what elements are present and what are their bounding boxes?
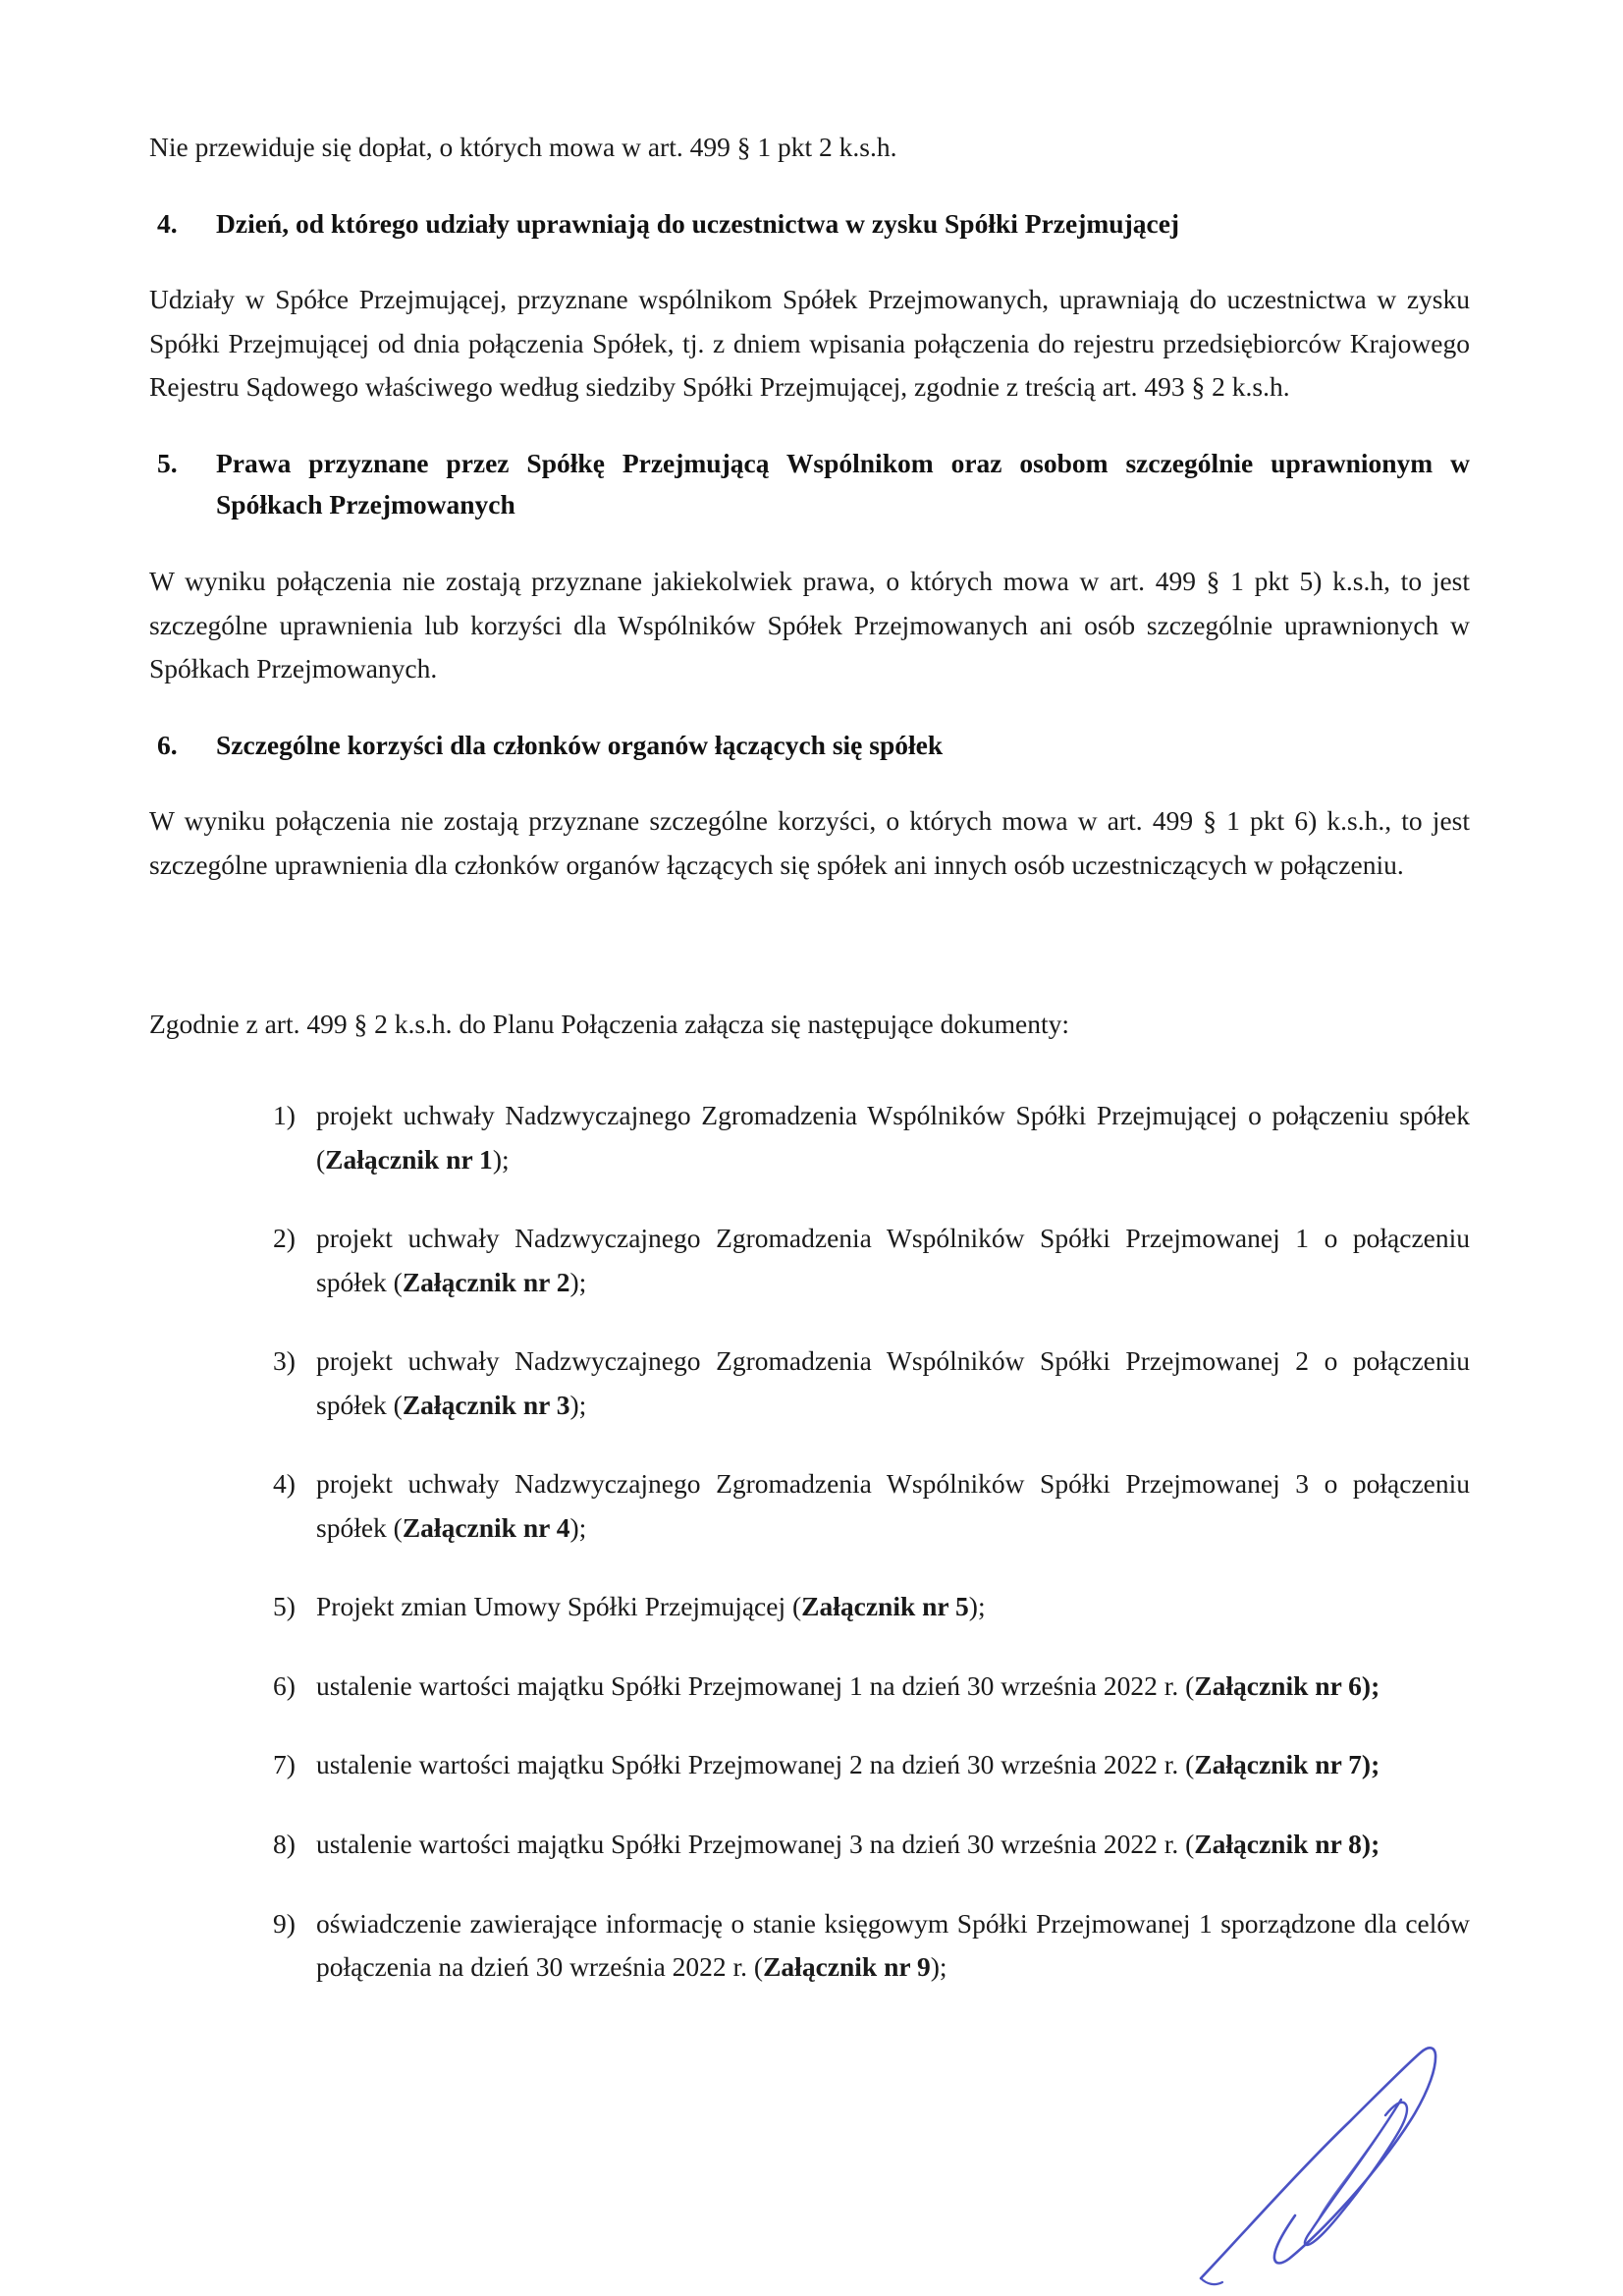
attachment-reference-label: Załącznik nr 7); xyxy=(1194,1749,1380,1780)
section-body-6: W wyniku połączenia nie zostają przyznane szczególne korzyści, o których mowa w art. 499 § 1 pkt 6) k.s.h., to jest szczególne uprawnienia dla członków organów łączących się spółek ani innych osób uczestniczących w połączeniu. xyxy=(149,805,1470,880)
page-content xyxy=(149,126,1470,1990)
attachment-item xyxy=(149,1743,1470,1787)
section-heading-5 xyxy=(149,443,1470,526)
attachment-item xyxy=(149,1094,1470,1181)
attachment-marker: 2) xyxy=(273,1223,296,1254)
attachment-item xyxy=(149,1902,1470,1990)
attachment-reference-label: Załącznik nr 3 xyxy=(402,1389,570,1420)
attachment-text-lead: projekt uchwały Nadzwyczajnego Zgromadzenia Wspólników Spółki Przejmowanej 3 o połączeniu spółek ( xyxy=(316,1468,1470,1543)
attachment-item xyxy=(149,1585,1470,1629)
signature-mark xyxy=(1193,2011,1488,2296)
attachment-text xyxy=(316,1339,1470,1427)
attachment-marker: 9) xyxy=(273,1907,296,1939)
attachment-reference-label: Załącznik nr 5 xyxy=(801,1591,969,1622)
section-title-4: Dzień, od którego udziały uprawniają do uczestnictwa w zysku Spółki Przejmującej xyxy=(216,207,1180,239)
attachment-text-lead: ustalenie wartości majątku Spółki Przejmowanej 3 na dzień 30 września 2022 r. ( xyxy=(316,1828,1195,1859)
attachments-intro: Zgodnie z art. 499 § 2 k.s.h. do Planu Połączenia załącza się następujące dokumenty: xyxy=(149,1009,1069,1040)
section-number-5: 5. xyxy=(157,447,178,478)
attachment-item xyxy=(149,1339,1470,1427)
attachment-text-lead: ustalenie wartości majątku Spółki Przejmowanej 1 na dzień 30 września 2022 r. ( xyxy=(316,1669,1195,1701)
attachment-text-lead: oświadczenie zawierające informację o stanie księgowym Spółki Przejmowanej 1 sporządzone dla celów połączenia na dzień 30 września 2022 r. ( xyxy=(316,1907,1470,1983)
attachment-reference-label: Załącznik nr 4 xyxy=(402,1511,570,1543)
attachment-text xyxy=(316,1462,1470,1550)
spacer xyxy=(149,245,1470,278)
attachment-text xyxy=(316,1743,1470,1787)
attachment-text xyxy=(316,1585,1470,1629)
intro-paragraph: Nie przewiduje się dopłat, o których mowa w art. 499 § 1 pkt 2 k.s.h. xyxy=(149,132,897,162)
attachment-marker: 8) xyxy=(273,1828,296,1859)
section-title-5: Prawa przyznane przez Spółkę Przejmującą Wspólnikom oraz osobom szczególnie uprawnionym w Spółkach Przejmowanych xyxy=(216,447,1470,520)
attachment-text-lead: ustalenie wartości majątku Spółki Przejmowanej 2 na dzień 30 września 2022 r. ( xyxy=(316,1749,1195,1780)
section-heading-4 xyxy=(149,203,1470,246)
attachment-text-trail: ); xyxy=(569,1266,587,1297)
section-heading-6 xyxy=(149,725,1470,767)
attachment-item xyxy=(149,1665,1470,1709)
signature-ink-svg xyxy=(1193,2011,1488,2296)
attachment-marker: 7) xyxy=(273,1749,296,1780)
attachment-reference-label: Załącznik nr 8); xyxy=(1194,1828,1380,1859)
spacer xyxy=(149,526,1470,560)
attachment-reference-label: Załącznik nr 6); xyxy=(1194,1669,1380,1701)
attachment-reference-label: Załącznik nr 1 xyxy=(325,1143,493,1175)
attachment-text xyxy=(316,1823,1470,1867)
attachment-text-lead: projekt uchwały Nadzwyczajnego Zgromadzenia Wspólników Spółki Przejmowanej 2 o połączeniu spółek ( xyxy=(316,1345,1470,1420)
attachments-list xyxy=(149,1094,1470,1990)
attachment-text-lead: projekt uchwały Nadzwyczajnego Zgromadzenia Wspólników Spółki Przejmowanej 1 o połączeniu spółek ( xyxy=(316,1223,1470,1297)
section-number-6: 6. xyxy=(157,729,178,760)
section-title-6: Szczególne korzyści dla członków organów łączących się spółek xyxy=(216,729,944,760)
section-body-5: W wyniku połączenia nie zostają przyznane jakiekolwiek prawa, o których mowa w art. 499 § 1 pkt 5) k.s.h, to jest szczególne uprawnienia lub korzyści dla Wspólników Spółek Przejmowanych ani osób szczególnie uprawnionych w Spółkach Przejmowanych. xyxy=(149,566,1470,684)
attachment-text xyxy=(316,1665,1470,1709)
attachment-text-trail: ); xyxy=(492,1143,510,1175)
attachment-text xyxy=(316,1094,1470,1181)
section-number-4: 4. xyxy=(157,207,178,239)
attachment-item xyxy=(149,1217,1470,1304)
attachment-reference-label: Załącznik nr 2 xyxy=(402,1266,570,1297)
attachment-item xyxy=(149,1823,1470,1867)
spacer xyxy=(149,170,1470,203)
attachment-text-trail: ); xyxy=(569,1511,587,1543)
attachment-text xyxy=(316,1217,1470,1304)
spacer xyxy=(149,766,1470,799)
spacer xyxy=(149,1047,1470,1094)
attachment-marker: 5) xyxy=(273,1591,296,1622)
attachment-marker: 6) xyxy=(273,1669,296,1701)
spacer xyxy=(149,410,1470,443)
attachment-marker: 1) xyxy=(273,1099,296,1130)
attachment-marker: 3) xyxy=(273,1345,296,1377)
attachment-marker: 4) xyxy=(273,1468,296,1500)
attachment-text-lead: Projekt zmian Umowy Spółki Przejmującej ( xyxy=(316,1591,802,1622)
section-body-4: Udziały w Spółce Przejmującej, przyznane wspólnikom Spółek Przejmowanych, uprawniają do uczestnictwa w zysku Spółki Przejmującej od dnia połączenia Spółek, tj. z dniem wpisania połączenia do rejestru przedsiębiorców Krajowego Rejestru Sądowego właściwego według siedziby Spółki Przejmującej, zgodnie z treścią art. 493 § 2 k.s.h. xyxy=(149,284,1470,403)
attachment-text-trail: ); xyxy=(569,1389,587,1420)
attachment-text-trail: ); xyxy=(968,1591,986,1622)
attachment-text-trail: ); xyxy=(930,1951,947,1983)
attachment-item xyxy=(149,1462,1470,1550)
spacer xyxy=(149,887,1470,1003)
attachment-reference-label: Załącznik nr 9 xyxy=(763,1951,931,1983)
attachment-text-lead: projekt uchwały Nadzwyczajnego Zgromadzenia Wspólników Spółki Przejmującej o połączeniu spółek ( xyxy=(316,1099,1470,1175)
attachment-text xyxy=(316,1902,1470,1990)
spacer xyxy=(149,691,1470,725)
